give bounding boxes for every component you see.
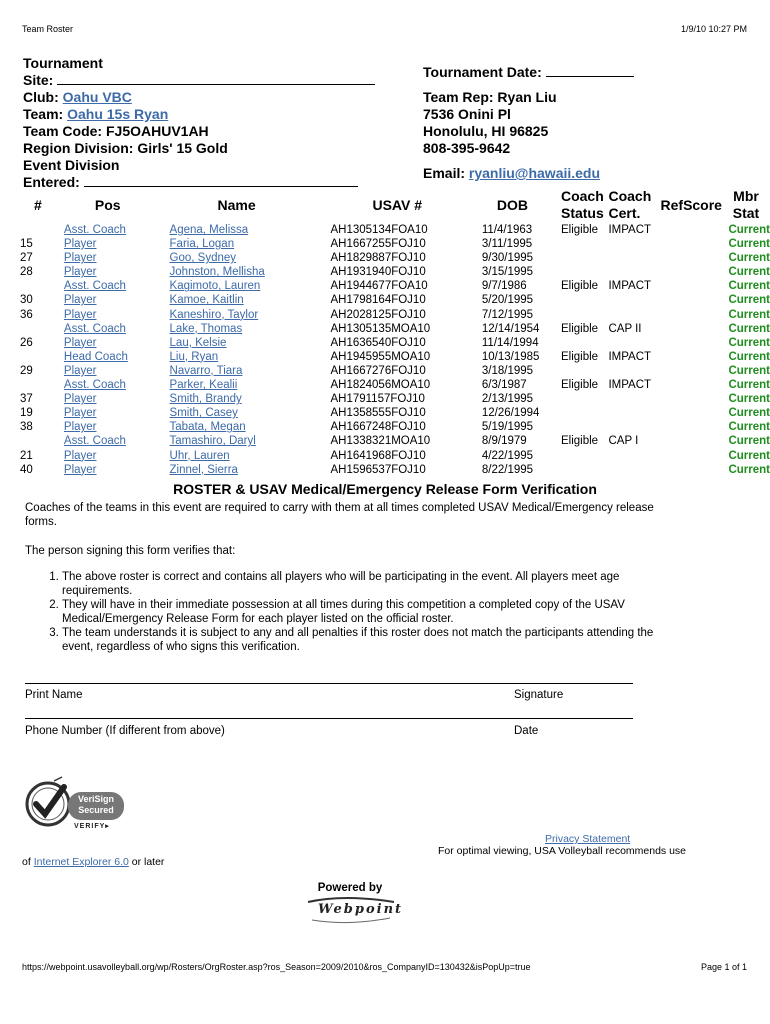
col-num: # (34, 197, 42, 213)
roster-coach-status (561, 420, 608, 434)
roster-pos-link[interactable] (64, 406, 170, 420)
roster-num (20, 322, 64, 336)
col-dob: DOB (496, 197, 529, 213)
roster-mbr-stat: Current (728, 308, 770, 321)
roster-coach-status: Eligible (560, 435, 599, 448)
roster-num: 21 (20, 449, 33, 462)
roster-name-link-label[interactable]: Johnston, Mellisha (169, 266, 265, 279)
roster-coach-cert: IMPACT (608, 350, 652, 363)
club-label: Club: (23, 89, 59, 105)
roster-coach-cert (608, 364, 660, 378)
roster-usav: AH1667248FOJ10 (330, 421, 426, 434)
roster-pos-link-label[interactable]: Asst. Coach (63, 379, 126, 392)
roster-usav: AH1944677FOA10 (330, 280, 428, 293)
roster-coach-cert (608, 265, 660, 279)
roster-dob: 8/9/1979 (481, 435, 527, 448)
roster-name-link[interactable] (170, 350, 331, 364)
webpoint-text: Webpoint (318, 902, 404, 917)
roster-usav: AH1667255FOJ10 (330, 238, 426, 251)
team-rep: Team Rep: Ryan Liu (423, 89, 557, 105)
roster-dob: 9/30/1995 (481, 252, 534, 265)
roster-name-link-label[interactable]: Uhr, Lauren (169, 449, 230, 462)
roster-num (20, 434, 64, 448)
roster-pos-link-label[interactable]: Player (63, 449, 97, 462)
entered-label: Entered: (23, 174, 80, 190)
roster-name-link[interactable] (170, 293, 331, 307)
roster-num: 28 (20, 266, 33, 279)
club-row (23, 89, 132, 106)
address-line1: 7536 Onini Pl (423, 106, 511, 122)
roster-dob: 3/15/1995 (481, 266, 534, 279)
roster-coach-status: Eligible (560, 224, 599, 236)
roster-ref-score (661, 293, 722, 307)
roster-pos-link-label[interactable]: Asst. Coach (63, 280, 126, 293)
roster-ref-score (661, 406, 722, 420)
email-row (423, 165, 600, 182)
roster-mbr-stat: Current (728, 252, 770, 265)
roster-pos-link-label[interactable]: Player (63, 308, 97, 321)
roster-dob: 4/22/1995 (481, 449, 534, 462)
roster-pos-link-label[interactable]: Head Coach (63, 350, 128, 363)
team-row (23, 106, 168, 123)
roster-row (20, 237, 770, 251)
or-later-text: or later (131, 856, 165, 868)
roster-usav: AH1305134FOA10 (330, 224, 428, 236)
ie-link[interactable]: Internet Explorer 6.0 (33, 856, 129, 868)
tournament-site (23, 55, 375, 89)
roster-usav: AH1636540FOJ10 (330, 336, 426, 349)
roster-name-link[interactable] (170, 237, 331, 251)
roster-name-link-label[interactable]: Navarro, Tiara (169, 364, 243, 377)
roster-num: 37 (20, 393, 33, 406)
roster-dob: 11/4/1963 (481, 224, 533, 236)
roster-row (20, 434, 770, 448)
roster-name-link[interactable] (170, 406, 331, 420)
col-coach-status (561, 187, 608, 223)
roster-pos-link[interactable] (64, 279, 170, 293)
roster-name-link-label[interactable]: Smith, Casey (169, 407, 238, 420)
powered-by: Powered by (317, 882, 383, 894)
phone: 808-395-9642 (423, 140, 511, 156)
col-usav: USAV # (372, 197, 423, 213)
roster-coach-cert (608, 237, 660, 251)
entered-line (84, 174, 358, 187)
phone-line (25, 718, 633, 719)
roster-dob: 2/13/1995 (481, 393, 534, 406)
roster-name-link-label[interactable]: Faria, Logan (169, 238, 235, 251)
roster-ref-score (661, 378, 722, 392)
verisign-text (70, 794, 122, 816)
roster-mbr-stat: Current (728, 266, 770, 279)
roster-coach-cert (608, 336, 660, 350)
roster-pos-link[interactable] (64, 378, 170, 392)
roster-pos-link-label[interactable]: Player (63, 294, 97, 307)
team-label: Team: (23, 106, 64, 122)
col-coach-cert-label: Coach Cert. (608, 188, 652, 221)
email-label: Email: (423, 165, 466, 181)
roster-name-link[interactable] (170, 378, 331, 392)
tournament-date-label: Tournament Date: (423, 64, 542, 80)
roster-pos-link-label[interactable]: Asst. Coach (63, 322, 126, 335)
roster-coach-cert (608, 251, 660, 265)
roster-name-link-label[interactable]: Tamashiro, Daryl (169, 435, 256, 448)
roster-coach-cert: IMPACT (608, 224, 652, 236)
roster-ref-score (661, 322, 722, 336)
roster-coach-cert (608, 406, 660, 420)
roster-num: 15 (20, 238, 33, 251)
print-name-label: Print Name (25, 689, 83, 701)
roster-row (20, 392, 770, 406)
roster-name-link-label[interactable]: Smith, Brandy (169, 393, 242, 406)
email-link[interactable]: ryanliu@hawaii.edu (468, 165, 601, 181)
signature-label: Signature (514, 689, 564, 701)
roster-dob: 6/3/1987 (481, 379, 527, 392)
roster-ref-score (661, 308, 722, 322)
roster-coach-status (561, 449, 608, 463)
roster-num: 27 (20, 252, 33, 265)
roster-name-link[interactable] (170, 251, 331, 265)
roster-mbr-stat: Current (728, 407, 770, 420)
of-text: of (22, 856, 31, 868)
verisign-badge[interactable] (24, 775, 136, 835)
roster-name-link[interactable] (170, 322, 331, 336)
roster-ref-score (661, 350, 722, 364)
roster-coach-cert (608, 293, 660, 307)
roster-name-link[interactable] (170, 434, 331, 448)
roster-usav: AH2028125FOJ10 (330, 308, 426, 321)
roster-coach-status (561, 392, 608, 406)
col-ref-score (661, 187, 722, 223)
roster-pos-link-label[interactable]: Player (63, 252, 97, 265)
region-division: Region Division: Girls' 15 Gold (23, 140, 228, 156)
roster-coach-status (561, 463, 608, 477)
tournament-date (423, 64, 634, 81)
roster-row (20, 406, 770, 420)
roster-usav: AH1931940FOJ10 (330, 266, 426, 279)
roster-pos-link-label[interactable]: Player (63, 336, 97, 349)
roster-ref-score (661, 463, 722, 477)
phone-number-label: Phone Number (If different from above) (25, 725, 225, 737)
roster-name-link[interactable] (170, 449, 331, 463)
roster-usav: AH1791157FOJ10 (330, 393, 425, 406)
roster-name-link-label[interactable]: Liu, Ryan (169, 350, 219, 363)
roster-name-link-label[interactable]: Goo, Sydney (169, 252, 237, 265)
roster-pos-link[interactable] (64, 251, 170, 265)
roster-ref-score (661, 420, 722, 434)
roster-pos-link[interactable] (64, 449, 170, 463)
roster-coach-cert (608, 449, 660, 463)
roster-pos-link-label[interactable]: Player (63, 463, 97, 476)
tournament-site-label: Tournament (23, 55, 103, 71)
roster-usav: AH1824056MOA10 (330, 379, 431, 392)
roster-mbr-stat: Current (728, 336, 770, 349)
roster-coach-status: Eligible (560, 350, 599, 363)
verisign-verify-label: VERIFY (74, 823, 106, 830)
roster-mbr-stat: Current (728, 322, 770, 335)
roster-row (20, 364, 770, 378)
roster-coach-cert: IMPACT (608, 280, 652, 293)
roster-name-link[interactable] (170, 265, 331, 279)
col-mbr-stat: Mbr Stat (732, 188, 760, 221)
roster-dob: 11/14/1994 (481, 336, 539, 349)
roster-dob: 12/14/1954 (481, 322, 540, 335)
roster-mbr-stat: Current (728, 350, 770, 363)
roster-pos-link[interactable] (64, 265, 170, 279)
roster-table (20, 187, 770, 477)
page-url: https://webpoint.usavolleyball.org/wp/Rosters/OrgRoster.asp?ros_Season=2009/2010&ros_CompanyID=130432&isPopUp=true (22, 962, 531, 972)
roster-dob: 10/13/1985 (481, 350, 540, 363)
roster-name-link-label[interactable]: Kagimoto, Lauren (169, 280, 261, 293)
roster-pos-link[interactable] (64, 364, 170, 378)
tournament-site-line (57, 72, 375, 85)
roster-num: 30 (20, 294, 33, 307)
roster-mbr-stat: Current (728, 449, 770, 462)
roster-name-link[interactable] (170, 336, 331, 350)
roster-mbr-stat: Current (728, 435, 770, 448)
roster-mbr-stat: Current (728, 280, 770, 293)
roster-mbr-stat: Current (728, 294, 770, 307)
roster-usav: AH1667276FOJ10 (330, 364, 426, 377)
roster-pos-link-label[interactable]: Player (63, 393, 97, 406)
verification-intro: Coaches of the teams in this event are required to carry with them at all times completed USAV Medical/Emergency release forms. (25, 502, 654, 528)
webpoint-logo[interactable] (304, 896, 404, 924)
roster-pos-link-label[interactable]: Player (63, 238, 97, 251)
roster-usav: AH1358555FOJ10 (330, 407, 426, 420)
roster-pos-link-label[interactable]: Asst. Coach (63, 224, 126, 236)
roster-row (20, 350, 770, 364)
tournament-site-label2: Site: (23, 72, 54, 88)
roster-num: 29 (20, 364, 33, 377)
roster-ref-score (661, 279, 722, 293)
roster-dob: 3/11/1995 (481, 238, 533, 251)
roster-ref-score (661, 364, 722, 378)
roster-coach-status (561, 265, 608, 279)
roster-dob: 5/20/1995 (481, 294, 534, 307)
event-division-label: Event Division (23, 157, 120, 173)
roster-dob: 5/19/1995 (481, 421, 534, 434)
verification-item-1: 1. The above roster is correct and contains all players who will be participating in the event. All players meet age requirements. (62, 570, 685, 598)
roster-ref-score (661, 392, 722, 406)
roster-dob: 8/22/1995 (481, 463, 534, 476)
roster-pos-link[interactable] (64, 434, 170, 448)
signer-intro: The person signing this form verifies that: (25, 545, 236, 557)
optimal-viewing: For optimal viewing, USA Volleyball recommends use (438, 845, 687, 857)
roster-coach-status (561, 251, 608, 265)
verification-item-2: 2. They will have in their immediate possession at all times during this competition a completed copy of the USAV Medical/Emergency Release Form for each player listed on the official roster. (62, 598, 685, 626)
roster-num: 19 (20, 407, 33, 420)
print-name-line (25, 683, 633, 684)
verification-title: ROSTER & USAV Medical/Emergency Release Form Verification (173, 481, 597, 497)
roster-coach-cert (608, 392, 660, 406)
roster-ref-score (661, 223, 722, 237)
roster-pos-link-label[interactable]: Player (63, 407, 97, 420)
roster-pos-link[interactable] (64, 420, 170, 434)
roster-row (20, 336, 770, 350)
col-coach-cert (608, 187, 660, 223)
roster-coach-cert (608, 308, 660, 322)
roster-pos-link[interactable] (64, 336, 170, 350)
roster-mbr-stat: Current (728, 364, 770, 377)
verification-item-3: 3. The team understands it is subject to any and all penalties if this roster does not match the participants attending the event, regardless of who signs this verification. (62, 626, 685, 654)
roster-num: 36 (20, 308, 33, 321)
page-header-datetime: 1/9/10 10:27 PM (680, 24, 747, 34)
address-line2: Honolulu, HI 96825 (423, 123, 549, 139)
roster-row (20, 223, 770, 237)
roster-coach-status: Eligible (560, 280, 599, 293)
roster-dob: 7/12/1995 (481, 308, 534, 321)
event-division (23, 157, 358, 191)
roster-num: 38 (20, 421, 33, 434)
roster-name-link-label[interactable]: Lake, Thomas (169, 322, 243, 335)
roster-num (20, 378, 64, 392)
roster-name-link[interactable] (170, 308, 331, 322)
roster-pos-link[interactable] (64, 293, 170, 307)
roster-dob: 9/7/1986 (481, 280, 527, 293)
roster-num (20, 350, 64, 364)
roster-mbr-stat: Current (728, 463, 770, 476)
col-ref-label: Ref (660, 197, 684, 213)
team-code: Team Code: FJ5OAHUV1AH (23, 123, 209, 139)
roster-name-link[interactable] (170, 420, 331, 434)
team-link[interactable]: Oahu 15s Ryan (67, 106, 169, 122)
roster-header-row (20, 187, 770, 223)
roster-coach-status (561, 364, 608, 378)
roster-name-link[interactable] (170, 364, 331, 378)
roster-pos-link-label[interactable]: Asst. Coach (63, 435, 126, 448)
roster-usav: AH1305135MOA10 (330, 322, 431, 335)
roster-row (20, 265, 770, 279)
privacy-link-label[interactable]: Privacy Statement (545, 833, 631, 845)
roster-mbr-stat: Current (728, 421, 770, 434)
roster-coach-status (561, 336, 608, 350)
roster-ref-score (661, 449, 722, 463)
roster-row (20, 322, 770, 336)
roster-coach-cert (608, 463, 660, 477)
roster-row (20, 308, 770, 322)
roster-name-link[interactable] (170, 223, 331, 237)
roster-name-link[interactable] (170, 279, 331, 293)
roster-num (20, 223, 64, 237)
roster-name-link[interactable] (170, 392, 331, 406)
roster-name-link-label[interactable]: Zinnel, Sierra (169, 463, 238, 476)
roster-coach-status (561, 406, 608, 420)
roster-mbr-stat: Current (728, 238, 770, 251)
page-header-title: Team Roster (22, 24, 74, 34)
roster-row (20, 449, 770, 463)
roster-name-link[interactable] (170, 463, 331, 477)
tournament-date-line (546, 64, 634, 77)
roster-row (20, 420, 770, 434)
roster-num: 26 (20, 336, 33, 349)
col-name: Name (217, 197, 256, 213)
roster-row (20, 279, 770, 293)
browser-recommendation (22, 856, 164, 868)
roster-coach-status (561, 293, 608, 307)
roster-num (20, 279, 64, 293)
date-label: Date (514, 725, 539, 737)
col-pos: Pos (94, 197, 121, 213)
col-coach-status-label: Coach Status (560, 188, 604, 221)
roster-row (20, 463, 770, 477)
verification-list (25, 570, 685, 654)
roster-row (20, 378, 770, 392)
roster-ref-score (661, 237, 722, 251)
roster-name-link-label[interactable]: Parker, Kealii (169, 379, 238, 392)
page-number: Page 1 of 1 (700, 962, 747, 972)
roster-usav: AH1641968FOJ10 (330, 449, 426, 462)
club-link[interactable]: Oahu VBC (62, 89, 132, 105)
roster-name-link-label[interactable]: Kaneshiro, Taylor (169, 308, 259, 321)
roster-ref-score (661, 336, 722, 350)
roster-pos-link-label[interactable]: Player (63, 364, 97, 377)
roster-pos-link-label[interactable]: Player (63, 266, 97, 279)
roster-coach-status: Eligible (560, 379, 599, 392)
verisign-line2: Secured (78, 805, 114, 815)
roster-name-link-label[interactable]: Tabata, Megan (169, 421, 246, 434)
roster-ref-score (661, 251, 722, 265)
verisign-line1: VeriSign (77, 794, 114, 804)
roster-pos-link[interactable] (64, 223, 170, 237)
roster-mbr-stat: Current (728, 379, 770, 392)
roster-pos-link[interactable] (64, 463, 170, 477)
roster-mbr-stat: Current (728, 224, 770, 236)
roster-usav: AH1829887FOJ10 (330, 252, 426, 265)
verisign-verify: VERIFY▸ (74, 823, 110, 830)
roster-usav: AH1596537FOJ10 (330, 463, 426, 476)
roster-body (20, 223, 770, 477)
roster-pos-link[interactable] (64, 392, 170, 406)
roster-coach-status: Eligible (560, 322, 599, 335)
roster-pos-link[interactable] (64, 322, 170, 336)
roster-row (20, 293, 770, 307)
roster-mbr-stat: Current (728, 393, 770, 406)
privacy-link[interactable] (545, 833, 630, 845)
roster-usav: AH1338321MOA10 (330, 435, 431, 448)
roster-dob: 12/26/1994 (481, 407, 540, 420)
roster-usav: AH1798164FOJ10 (330, 294, 426, 307)
roster-coach-cert: CAP I (608, 435, 639, 448)
col-score-label: Score (683, 197, 722, 213)
roster-pos-link[interactable] (64, 350, 170, 364)
roster-pos-link-label[interactable]: Player (63, 421, 97, 434)
roster-coach-cert: CAP II (608, 322, 642, 335)
roster-row (20, 251, 770, 265)
roster-coach-cert (608, 420, 660, 434)
roster-coach-cert: IMPACT (608, 379, 652, 392)
roster-pos-link[interactable] (64, 237, 170, 251)
roster-name-link-label[interactable]: Kamoe, Kaitlin (169, 294, 244, 307)
roster-ref-score (661, 265, 722, 279)
roster-coach-status (561, 237, 608, 251)
roster-pos-link[interactable] (64, 308, 170, 322)
roster-usav: AH1945955MOA10 (330, 350, 431, 363)
roster-num: 40 (20, 463, 33, 476)
roster-name-link-label[interactable]: Lau, Kelsie (169, 336, 227, 349)
roster-coach-status (561, 308, 608, 322)
roster-dob: 3/18/1995 (481, 364, 534, 377)
roster-name-link-label[interactable]: Agena, Melissa (169, 224, 249, 236)
roster-ref-score (661, 434, 722, 448)
